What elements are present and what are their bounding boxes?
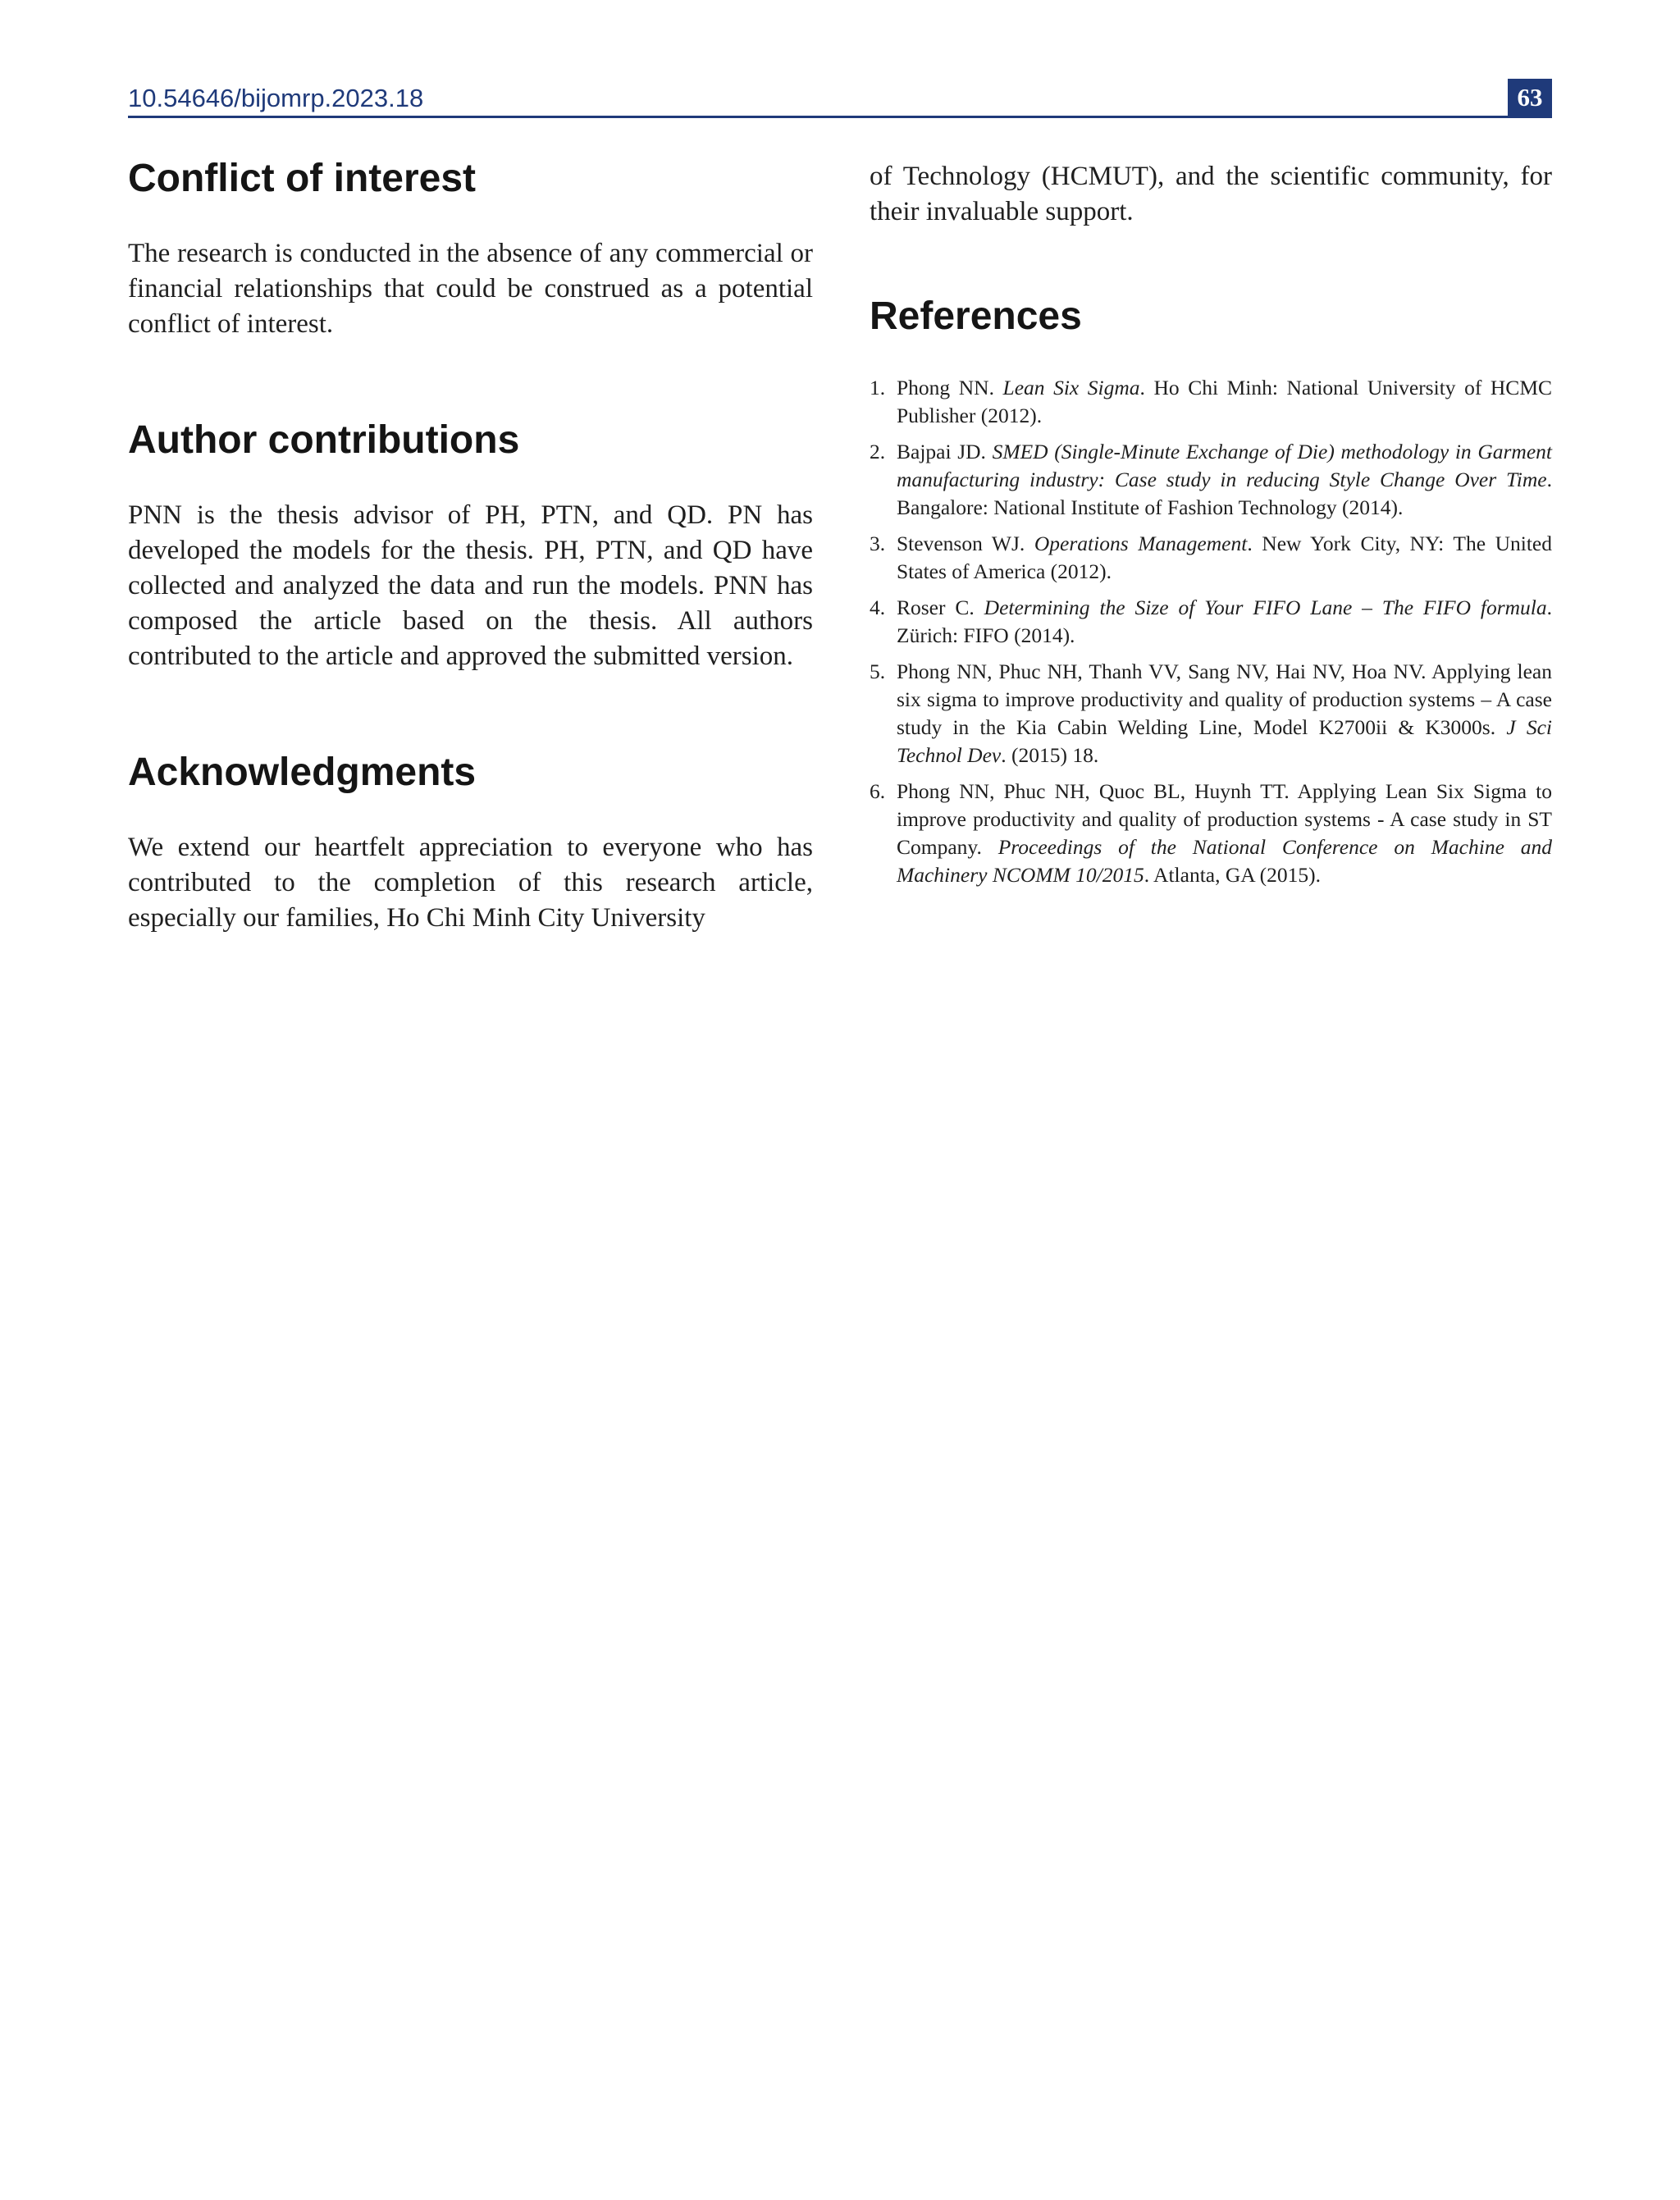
doi-link[interactable]: 10.54646/bijomrp.2023.18 bbox=[128, 84, 424, 112]
acknowledgments-section bbox=[128, 750, 813, 936]
author-contributions-heading: Author contributions bbox=[128, 418, 520, 462]
reference-item: 4. Roser C. Determining the Size of Your FIFO Lane – The FIFO formula. Zürich: FIFO (2014). bbox=[870, 596, 1552, 647]
reference-item: 5. Phong NN, Phuc NH, Thanh VV, Sang NV, Hai NV, Hoa NV. Applying lean six sigma to improve productivity and quality of production systems – A case study in the Kia Cabin Welding Line, Model K2700ii & K3000s. J Sci Technol Dev. (2015) 18. bbox=[870, 660, 1552, 767]
reference-item: 6. Phong NN, Phuc NH, Quoc BL, Huynh TT. Applying Lean Six Sigma to improve productivity and quality of production systems - A case study in ST Company. Proceedings of the National Conference on Machine and Machinery NCOMM 10/2015. Atlanta, GA (2015). bbox=[870, 779, 1552, 887]
conflict-of-interest-section bbox=[128, 156, 813, 342]
author-contributions-section bbox=[128, 418, 813, 674]
page-number-badge: 63 bbox=[1508, 79, 1552, 116]
references-heading: References bbox=[870, 294, 1082, 338]
right-column bbox=[870, 156, 1552, 897]
page-header bbox=[128, 80, 1552, 118]
acknowledgments-text: We extend our heartfelt appreciation to everyone who has contributed to the completion of this research article, especially our families, Ho Chi Minh City University bbox=[128, 833, 813, 933]
references-section bbox=[870, 294, 1552, 889]
author-contributions-text: PNN is the thesis advisor of PH, PTN, and QD. PN has developed the models for the thesis. PH, PTN, and QD have collected and analyzed the data and run the models. PNN has composed the article based on the thesis. All authors contributed to the article and approved the submitted version. bbox=[128, 500, 813, 671]
conflict-of-interest-heading: Conflict of interest bbox=[128, 157, 477, 200]
left-column bbox=[128, 156, 813, 936]
acknowledgments-heading: Acknowledgments bbox=[128, 751, 477, 794]
conflict-of-interest-text: The research is conducted in the absence of any commercial or financial relationships that could be construed as a potential conflict of interest. bbox=[128, 239, 813, 339]
reference-list bbox=[870, 374, 1552, 889]
reference-item: 3. Stevenson WJ. Operations Management. New York City, NY: The United States of America (2012). bbox=[870, 532, 1552, 583]
reference-item: 1. Phong NN. Lean Six Sigma. Ho Chi Minh: National University of HCMC Publisher (2012). bbox=[870, 376, 1552, 427]
acknowledgments-text-continued: of Technology (HCMUT), and the scientific community, for their invaluable support. bbox=[870, 162, 1552, 226]
reference-item: 2. Bajpai JD. SMED (Single-Minute Exchange of Die) methodology in Garment manufacturing industry: Case study in reducing Style Change Over Time. Bangalore: National Institute of Fashion Technology (2014). bbox=[870, 440, 1552, 519]
